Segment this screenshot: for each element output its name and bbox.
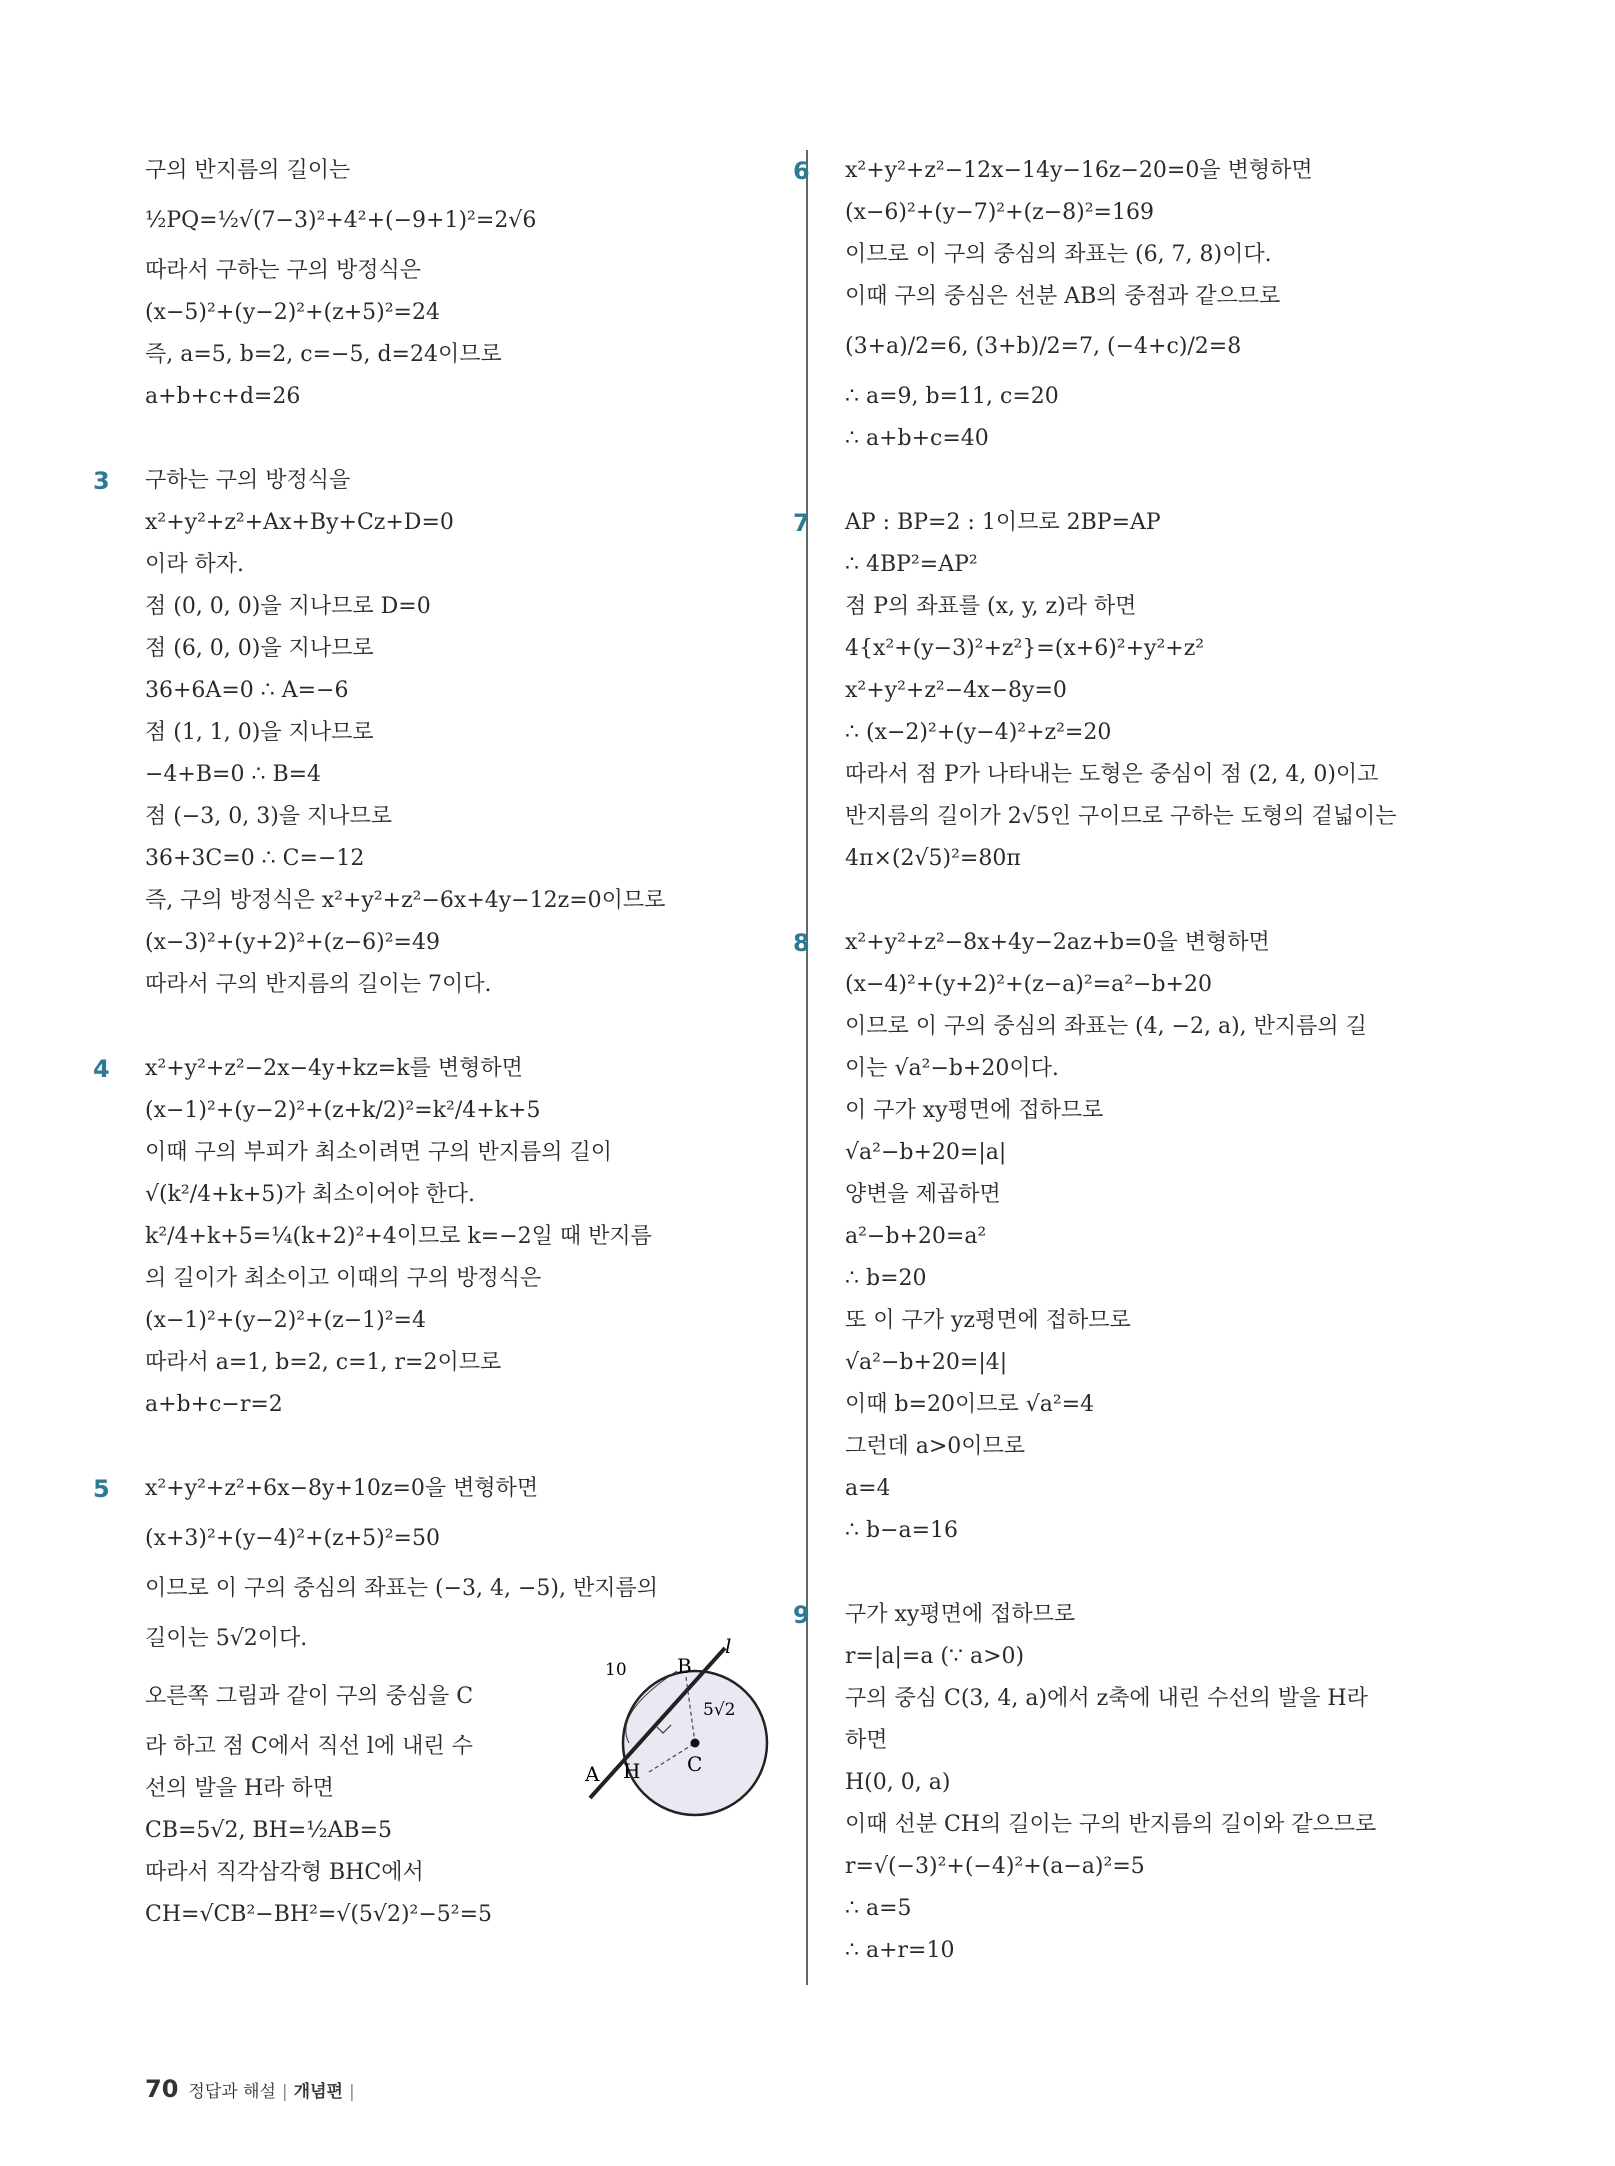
solution-line: x²+y²+z²−12x−14y−16z−20=0을 변형하면 (845, 158, 1313, 183)
solution-line: 이는 √a²−b+20이다. (845, 1056, 1059, 1081)
page-number: 70 (145, 2075, 179, 2103)
solution-line: 라 하고 점 C에서 직선 l에 내린 수 (145, 1734, 473, 1759)
solution-line: 즉, a=5, b=2, c=−5, d=24이므로 (145, 342, 502, 367)
solution-line: 36+3C=0 ∴ C=−12 (145, 846, 365, 871)
page-footer (145, 2075, 361, 2103)
solution-8 (793, 922, 1485, 1552)
solution-line: 구하는 구의 방정식을 (145, 468, 351, 493)
solution-line: 따라서 직각삼각형 BHC에서 (145, 1860, 424, 1885)
solution-line: ∴ a+r=10 (845, 1938, 955, 1963)
label-a: A (585, 1762, 600, 1786)
solution-line: a²−b+20=a² (845, 1224, 987, 1249)
solution-line: 4{x²+(y−3)²+z²}=(x+6)²+y²+z² (845, 636, 1205, 661)
solution-9 (793, 1594, 1485, 1972)
solution-line: 구가 xy평면에 접하므로 (845, 1602, 1076, 1627)
solution-line: 그런데 a>0이므로 (845, 1434, 1026, 1459)
solution-3 (93, 460, 785, 1006)
footer-separator-end: | (348, 2082, 355, 2102)
solution-line: x²+y²+z²−4x−8y=0 (845, 678, 1067, 703)
solution-4 (93, 1048, 785, 1426)
solution-line: 따라서 구하는 구의 방정식은 (145, 258, 422, 283)
solution-line: 길이는 5√2이다. (145, 1626, 308, 1651)
solution-line: 의 길이가 최소이고 이때의 구의 방정식은 (145, 1266, 542, 1291)
solution-line: ∴ a=9, b=11, c=20 (845, 384, 1059, 409)
solution-line: ∴ b=20 (845, 1266, 927, 1291)
solution-line: 36+6A=0 ∴ A=−6 (145, 678, 349, 703)
solution-line: a+b+c+d=26 (145, 384, 301, 409)
solution-line: 이때 구의 중심은 선분 AB의 중점과 같으므로 (845, 284, 1281, 309)
solution-7 (793, 502, 1485, 880)
solution-6 (793, 150, 1485, 460)
solution-line: x²+y²+z²+Ax+By+Cz+D=0 (145, 510, 454, 535)
solution-line: 이때 선분 CH의 길이는 구의 반지름의 길이와 같으므로 (845, 1812, 1377, 1837)
solution-line: 양변을 제곱하면 (845, 1182, 1001, 1207)
solution-line: a=4 (845, 1476, 891, 1501)
problem-number: 3 (93, 467, 110, 495)
solution-line: 이때 b=20이므로 √a²=4 (845, 1392, 1095, 1417)
solution-line: CH=√CB²−BH²=√(5√2)²−5²=5 (145, 1902, 493, 1927)
solution-lines (145, 1468, 785, 1936)
edition-label: 개념편 (293, 2082, 343, 2102)
solution-line: CB=5√2, BH=½AB=5 (145, 1818, 393, 1843)
solution-line: k²/4+k+5=¼(k+2)²+4이므로 k=−2일 때 반지름 (145, 1224, 652, 1249)
solution-line: 점 (1, 1, 0)을 지나므로 (145, 720, 374, 745)
solution-line: 즉, 구의 방정식은 x²+y²+z²−6x+4y−12z=0이므로 (145, 888, 666, 913)
solution-line: 구의 반지름의 길이는 (145, 158, 351, 183)
solution-line: 오른쪽 그림과 같이 구의 중심을 C (145, 1684, 474, 1709)
solution-line: 선의 발을 H라 하면 (145, 1776, 334, 1801)
problem-number: 8 (793, 929, 810, 957)
book-title: 정답과 해설 (188, 2082, 276, 2102)
solution-lines (845, 1594, 1485, 1972)
solution-line: (x+3)²+(y−4)²+(z+5)²=50 (145, 1526, 440, 1551)
solution-line: 점 (−3, 0, 3)을 지나므로 (145, 804, 393, 829)
problem-number: 9 (793, 1601, 810, 1629)
solution-line: ∴ (x−2)²+(y−4)²+z²=20 (845, 720, 1112, 745)
problem-number: 5 (93, 1475, 110, 1503)
right-column (793, 150, 1485, 2014)
solution-line: ∴ 4BP²=AP² (845, 552, 978, 577)
solution-line: ∴ b−a=16 (845, 1518, 959, 1543)
solution-line: 이때 구의 부피가 최소이려면 구의 반지름의 길이 (145, 1140, 613, 1165)
label-10: 10 (605, 1660, 627, 1680)
solution-lines (845, 922, 1485, 1552)
footer-separator: | (281, 2082, 288, 2102)
solution-lines (845, 502, 1485, 880)
label-l: l (725, 1634, 732, 1658)
solution-line: (x−1)²+(y−2)²+(z−1)²=4 (145, 1308, 426, 1333)
solution-line: 4π×(2√5)²=80π (845, 846, 1021, 871)
problem-number: 6 (793, 157, 810, 185)
solution-line: 이므로 이 구의 중심의 좌표는 (−3, 4, −5), 반지름의 (145, 1576, 658, 1601)
solution-line: a+b+c−r=2 (145, 1392, 283, 1417)
solution-line: 점 P의 좌표를 (x, y, z)라 하면 (845, 594, 1137, 619)
solution-lines (145, 1048, 785, 1426)
solution-line: 이라 하자. (145, 552, 244, 577)
solution-5 (93, 1468, 785, 1936)
solution-line: 따라서 점 P가 나타내는 도형은 중심이 점 (2, 4, 0)이고 (845, 762, 1379, 787)
solution-line: 이 구가 xy평면에 접하므로 (845, 1098, 1104, 1123)
solution-line: x²+y²+z²+6x−8y+10z=0을 변형하면 (145, 1476, 539, 1501)
solution-line: 반지름의 길이가 2√5인 구이므로 구하는 도형의 겉넓이는 (845, 804, 1397, 829)
solution-line: 구의 중심 C(3, 4, a)에서 z축에 내린 수선의 발을 H라 (845, 1686, 1368, 1711)
solution-line: ∴ a=5 (845, 1896, 912, 1921)
solution-line: √a²−b+20=|a| (845, 1140, 1007, 1165)
solution-line: (3+a)/2=6, (3+b)/2=7, (−4+c)/2=8 (845, 334, 1242, 359)
solution-lines (145, 150, 785, 418)
solution-line: 따라서 a=1, b=2, c=1, r=2이므로 (145, 1350, 502, 1375)
solution-line: H(0, 0, a) (845, 1770, 951, 1795)
solution-line: (x−3)²+(y+2)²+(z−6)²=49 (145, 930, 440, 955)
solution-line: 이므로 이 구의 중심의 좌표는 (6, 7, 8)이다. (845, 242, 1272, 267)
solution-line: 점 (6, 0, 0)을 지나므로 (145, 636, 374, 661)
label-c: C (687, 1752, 703, 1776)
solution-line: x²+y²+z²−8x+4y−2az+b=0을 변형하면 (845, 930, 1270, 955)
solution-line: (x−4)²+(y+2)²+(z−a)²=a²−b+20 (845, 972, 1212, 997)
solution-line: 하면 (845, 1728, 888, 1753)
label-b: B (677, 1654, 692, 1678)
solution-line: (x−1)²+(y−2)²+(z+k/2)²=k²/4+k+5 (145, 1098, 541, 1123)
solution-line: 따라서 구의 반지름의 길이는 7이다. (145, 972, 492, 997)
solution-line: AP : BP=2 : 1이므로 2BP=AP (845, 510, 1161, 535)
problem-number: 7 (793, 509, 810, 537)
solution-line: √(k²/4+k+5)가 최소이어야 한다. (145, 1182, 475, 1207)
solution-line: r=|a|=a (∵ a>0) (845, 1644, 1025, 1669)
solution-lines (845, 150, 1485, 460)
solution-line: ∴ a+b+c=40 (845, 426, 989, 451)
solution-line: (x−6)²+(y−7)²+(z−8)²=169 (845, 200, 1154, 225)
solution-line: x²+y²+z²−2x−4y+kz=k를 변형하면 (145, 1056, 523, 1081)
problem-number: 4 (93, 1055, 110, 1083)
solution-line: r=√(−3)²+(−4)²+(a−a)²=5 (845, 1854, 1145, 1879)
solution-lines (145, 460, 785, 1006)
label-h: H (623, 1759, 641, 1783)
solution-line: −4+B=0 ∴ B=4 (145, 762, 322, 787)
solution-line: 점 (0, 0, 0)을 지나므로 D=0 (145, 594, 431, 619)
solution-line: ½PQ=½√(7−3)²+4²+(−9+1)²=2√6 (145, 208, 537, 233)
solution-line: (x−5)²+(y−2)²+(z+5)²=24 (145, 300, 440, 325)
solution-line: 또 이 구가 yz평면에 접하므로 (845, 1308, 1131, 1333)
solution-line: 이므로 이 구의 중심의 좌표는 (4, −2, a), 반지름의 길 (845, 1014, 1367, 1039)
left-column (93, 150, 785, 1978)
label-radius: 5√2 (703, 1700, 736, 1720)
solution-continued (145, 150, 785, 418)
column-divider (806, 150, 808, 1985)
solution-line: √a²−b+20=|4| (845, 1350, 1008, 1375)
